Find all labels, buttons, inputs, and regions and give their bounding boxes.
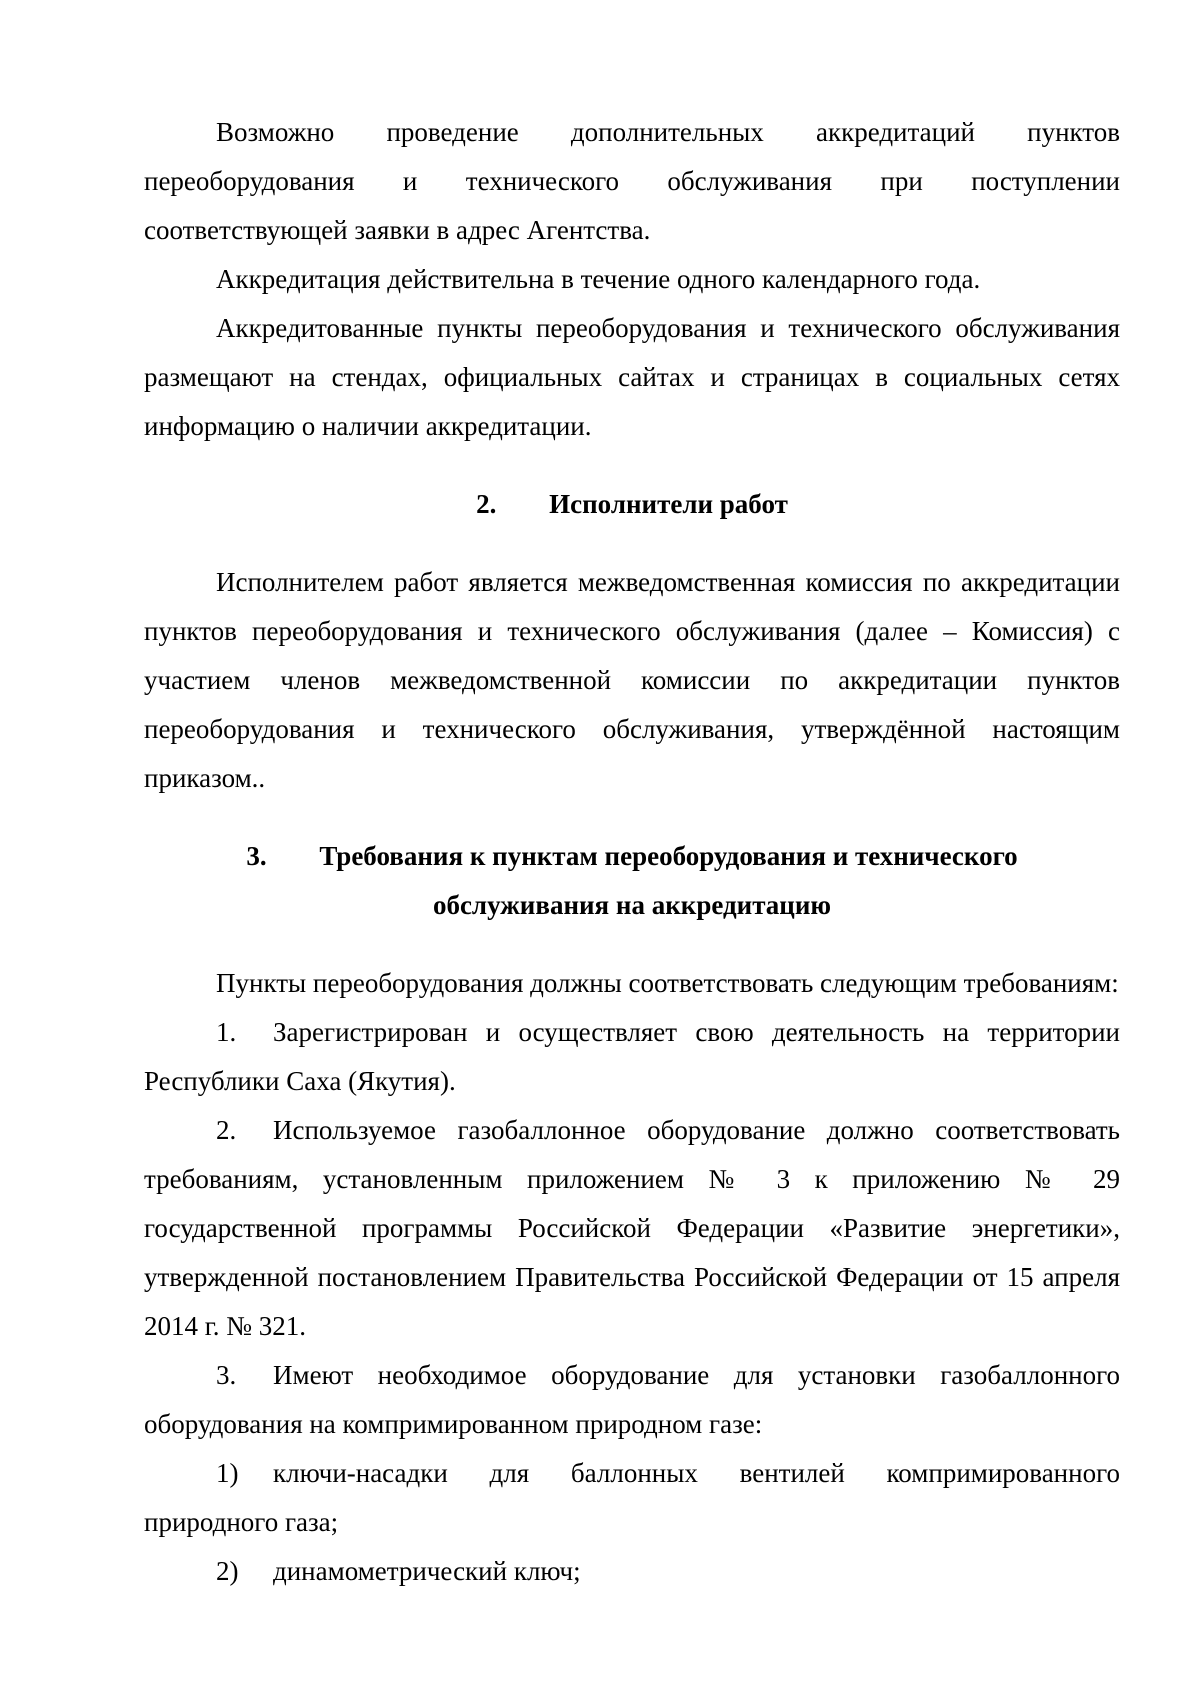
sub-list-item-text: динамометрический ключ;	[273, 1556, 581, 1586]
section-3-number: 3.	[246, 841, 267, 871]
list-item	[144, 1106, 1120, 1351]
section-3-title-line-2: обслуживания на аккредитацию	[432, 890, 832, 920]
section-3-heading-line-1	[144, 832, 1120, 881]
list-item-text: Зарегистрирован и осуществляет свою деятельность на территории Республики Саха (Якутия).	[144, 1017, 1120, 1096]
section-2-number: 2.	[476, 489, 497, 519]
section-3-intro: Пункты переоборудования должны соответствовать следующим требованиям:	[216, 968, 1119, 998]
paragraph-publication: Аккредитованные пункты переоборудования и технического обслуживания размещают на стендах, официальных сайтах и страницах в социальных сетях информацию о наличии аккредитации.	[144, 313, 1120, 441]
sub-list-item-number: 2)	[216, 1556, 239, 1586]
list-item-number: 1.	[216, 1017, 237, 1047]
section-3-title-line-1: Требования к пунктам переоборудования и технического	[319, 841, 1018, 871]
sub-list-item-text: ключи-насадки для баллонных вентилей компримированного природного газа;	[144, 1458, 1120, 1537]
list-item-number: 2.	[216, 1115, 237, 1145]
sub-list-item	[144, 1449, 1120, 1547]
sub-list-item-number: 1)	[216, 1458, 239, 1488]
paragraph-additional-accreditation: Возможно проведение дополнительных аккредитаций пунктов переоборудования и технического обслуживания при поступлении соответствующей заявки в адрес Агентства.	[144, 117, 1120, 245]
section-2-heading	[144, 480, 1120, 529]
section-3-heading	[144, 832, 1120, 930]
sub-list-item	[144, 1547, 1120, 1596]
list-item-text: Используемое газобаллонное оборудование должно соответствовать требованиям, установленным приложением № 3 к приложению № 29 государственной программы Российской Федерации «Развитие энергетики», утвержденной постановлением Правительства Российской Федерации от 15 апреля 2014 г. № 321.	[144, 1115, 1120, 1341]
section-2-text: Исполнителем работ является межведомственная комиссия по аккредитации пунктов переоборудования и технического обслуживания (далее – Комиссия) с участием членов межведомственной комиссии по аккредитации пунктов переоборудования и технического обслуживания, утверждённой настоящим приказом..	[144, 567, 1120, 793]
section-2-title: Исполнители работ	[549, 489, 788, 519]
list-item	[144, 1351, 1120, 1449]
list-item	[144, 1008, 1120, 1106]
paragraph-validity: Аккредитация действительна в течение одного календарного года.	[216, 264, 981, 294]
document-page	[144, 108, 1120, 1596]
list-item-number: 3.	[216, 1360, 237, 1390]
list-item-text: Имеют необходимое оборудование для установки газобаллонного оборудования на компримированном природном газе:	[144, 1360, 1120, 1439]
